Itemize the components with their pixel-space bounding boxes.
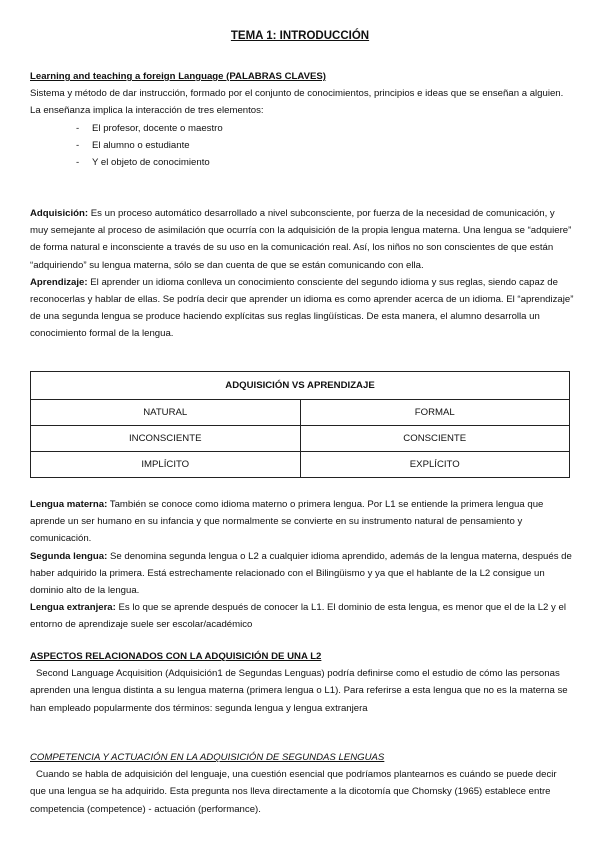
section-heading: COMPETENCIA Y ACTUACIÓN EN LA ADQUISICIÓN DE SEGUNDAS LENGUAS (30, 752, 385, 763)
term-lengua-extranjera: Lengua extranjera: (30, 602, 116, 614)
table-cell: IMPLÍCITO (31, 452, 301, 478)
paragraph-aprendizaje (30, 274, 575, 343)
text-adquisicion: Es un proceso automático desarrollado a nivel subconsciente, por fuerza de la necesidad de comunicación, y muy semejante al proceso de asimilación que ocurría con la adquisición de la propia lengua materna. Una lengua se “adquiere” de forma natural e inconsciente a través de su uso en la comunicación real. Así, los niños no son conscientes de que están “adquiriendo” su lengua materna, sólo se dan cuenta de que se están comunicando con ella. (30, 208, 572, 271)
text-lengua-materna: También se conoce como idioma materno o primera lengua. Por L1 se entiende la primera lengua que aprende un ser humano en su infancia y que normalmente se convierte en su instrumento natural de pensamiento y comunicación. (30, 499, 544, 545)
aspectos-text: Second Language Acquisition (Adquisición1 de Segundas Lenguas) podría definirse como el estudio de cómo las personas aprenden una lengua distinta a su lengua materna (primera lengua o L1). Para referirse a esta lengua que no es la materna se han empleado popularmente dos términos: segunda lengua y lengua extranjera (30, 668, 568, 714)
table-cell: INCONSCIENTE (31, 426, 301, 452)
section-aspectos (30, 648, 575, 717)
competencia-text: Cuando se habla de adquisición del lenguaje, una cuestión esencial que podríamos plantearnos es cuándo se puede decir que una lengua se ha adquirido. Esta pregunta nos lleva directamente a la dicotomía que Chomsky (1965) establece entre competencia (competence) - actuación (performance). (30, 769, 557, 815)
text-lengua-extranjera: Es lo que se aprende después de conocer la L1. El dominio de esta lengua, es menor que el de la L2 y el entorno de aprendizaje suele ser escolar/académico (30, 602, 566, 631)
table-row (31, 426, 570, 452)
section-heading: ASPECTOS RELACIONADOS CON LA ADQUISICIÓN DE UNA L2 (30, 651, 322, 662)
list-item: - Y el objeto de conocimiento (30, 154, 575, 171)
page-title: TEMA 1: INTRODUCCIÓN (230, 30, 370, 42)
table-cell: FORMAL (300, 400, 570, 426)
section-learning-teaching (30, 68, 575, 171)
text-segunda-lengua: Se denomina segunda lengua o L2 a cualquier idioma aprendido, además de la lengua materna, después de haber adquirido la primera. Está estrechamente relacionado con el Bilingüismo y ya que el hablante de la L2 consigue un dominio alto de la lengua. (30, 550, 572, 597)
term-lengua-materna: Lengua materna: (30, 499, 108, 510)
list-item: - El alumno o estudiante (30, 137, 575, 154)
section-adquisicion-aprendizaje (30, 205, 575, 343)
paragraph-lengua-extranjera (30, 599, 575, 633)
intro-text: La enseñanza implica la interacción de tres elementos: (30, 105, 264, 117)
paragraph-adquisicion (30, 205, 575, 274)
comparison-table (30, 371, 570, 478)
table-row (31, 452, 570, 478)
term-adquisicion: Adquisición: (30, 208, 89, 219)
term-aprendizaje: Aprendizaje: (30, 276, 88, 288)
elements-list (30, 120, 575, 172)
table-cell: CONSCIENTE (300, 426, 570, 452)
section-competencia (30, 749, 575, 818)
table-header: ADQUISICIÓN VS APRENDIZAJE (31, 372, 570, 400)
paragraph-lengua-materna (30, 496, 575, 548)
table-row (31, 400, 570, 426)
term-segunda-lengua: Segunda lengua: (30, 550, 108, 562)
table-cell: NATURAL (31, 400, 301, 426)
table-cell: EXPLÍCITO (300, 452, 570, 478)
paragraph-segunda-lengua (30, 548, 575, 600)
section-definitions (30, 496, 575, 634)
section-heading: Learning and teaching a foreign Language (PALABRAS CLAVES) (30, 71, 327, 82)
text-aprendizaje: El aprender un idioma conlleva un conocimiento consciente del segundo idioma y sus reglas, siendo capaz de reconocerlas y hablar de ellas. Se podría decir que aprender un idioma es como aprender acerca de un idioma. El “aprendizaje” de una segunda lengua se produce haciendo explícitas sus reglas lingüísticas. De esta manera, el alumno desarrolla un conocimiento formal de la lengua. (30, 276, 574, 340)
definition-text: Sistema y método de dar instrucción, formado por el conjunto de conocimientos, principios e ideas que se enseñan a alguien. (30, 88, 564, 100)
list-item: - El profesor, docente o maestro (30, 120, 575, 137)
